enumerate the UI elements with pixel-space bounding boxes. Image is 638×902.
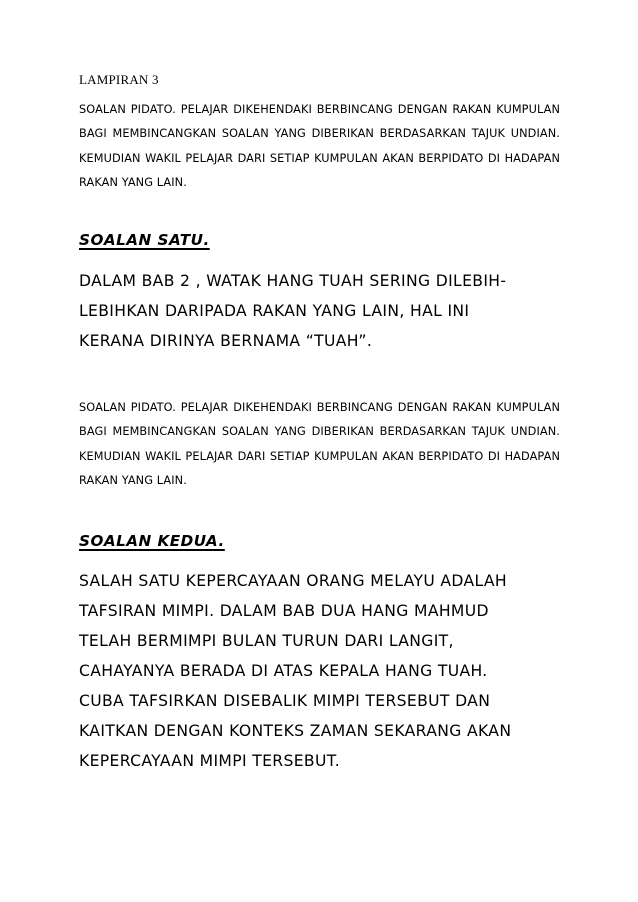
question-line: TAFSIRAN MIMPI. DALAM BAB DUA HANG MAHMUD: [79, 602, 489, 620]
question-line: CAHAYANYA BERADA DI ATAS KEPALA HANG TUAH.: [79, 662, 488, 680]
question-line: KAITKAN DENGAN KONTEKS ZAMAN SEKARANG AKAN: [79, 722, 512, 740]
instruction-paragraph-2: SOALAN PIDATO. PELAJAR DIKEHENDAKI BERBINCANG DENGAN RAKAN KUMPULAN BAGI MEMBINCANGKAN SOALAN YANG DIBERIKAN BERDASARKAN TAJUK UNDIAN. KEMUDIAN WAKIL PELAJAR DARI SETIAP KUMPULAN AKAN BERPIDATO DI HADAPAN RAKAN YANG LAIN.: [79, 401, 560, 487]
question-two-heading: SOALAN KEDUA.: [79, 532, 225, 550]
question-line: DALAM BAB 2 , WATAK HANG TUAH SERING DILEBIH-: [79, 272, 507, 290]
question-line: KERANA DIRINYA BERNAMA “TUAH”.: [79, 332, 373, 350]
instruction-paragraph-1: SOALAN PIDATO. PELAJAR DIKEHENDAKI BERBINCANG DENGAN RAKAN KUMPULAN BAGI MEMBINCANGKAN SOALAN YANG DIBERIKAN BERDASARKAN TAJUK UNDIAN. KEMUDIAN WAKIL PELAJAR DARI SETIAP KUMPULAN AKAN BERPIDATO DI HADAPAN RAKAN YANG LAIN.: [79, 103, 560, 189]
question-line: LEBIHKAN DARIPADA RAKAN YANG LAIN, HAL INI: [79, 302, 470, 320]
question-two-text: [79, 566, 579, 776]
question-one-text: [79, 266, 579, 356]
question-line: TELAH BERMIMPI BULAN TURUN DARI LANGIT,: [79, 632, 454, 650]
question-one-heading: SOALAN SATU.: [79, 231, 210, 249]
appendix-label: LAMPIRAN 3: [79, 72, 159, 87]
question-line: SALAH SATU KEPERCAYAAN ORANG MELAYU ADALAH: [79, 572, 507, 590]
question-line: KEPERCAYAAN MIMPI TERSEBUT.: [79, 752, 341, 770]
question-line: CUBA TAFSIRKAN DISEBALIK MIMPI TERSEBUT DAN: [79, 692, 491, 710]
